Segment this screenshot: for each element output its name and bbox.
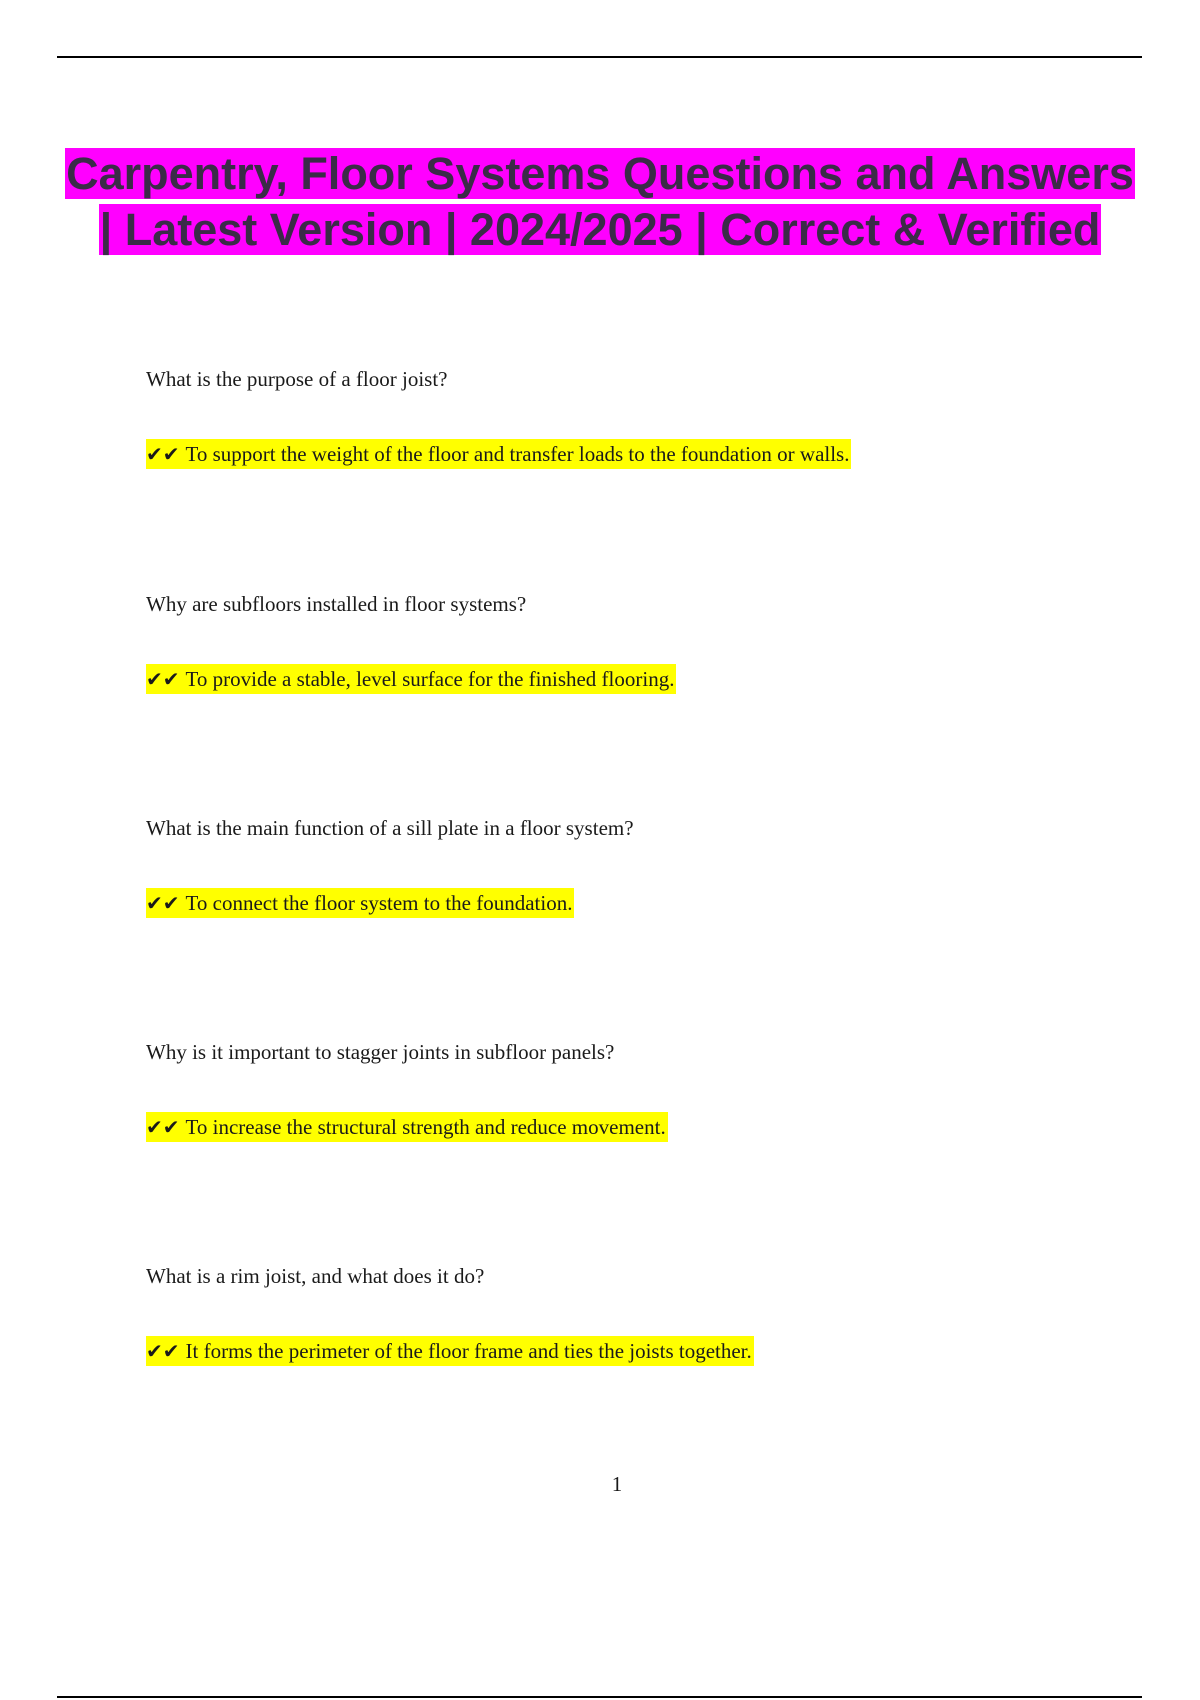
question-text: Why are subfloors installed in floor systems? xyxy=(146,592,527,616)
answer-highlight xyxy=(146,888,574,918)
answer-label: To provide a stable, level surface for the finished flooring. xyxy=(185,667,675,691)
qa-item xyxy=(146,366,1146,467)
answer-label: It forms the perimeter of the floor frame and ties the joists together. xyxy=(185,1339,752,1363)
answer-highlight xyxy=(146,1112,668,1142)
double-check-icon: ✔✔ xyxy=(146,442,180,466)
qa-item xyxy=(146,815,1146,916)
bottom-rule xyxy=(57,1696,1142,1698)
answer-text xyxy=(146,441,1146,467)
answer-highlight xyxy=(146,1336,754,1366)
double-check-icon: ✔✔ xyxy=(146,1339,180,1363)
answer-label: To connect the floor system to the foundation. xyxy=(185,891,573,915)
answer-label: To increase the structural strength and reduce movement. xyxy=(185,1115,666,1139)
double-check-icon: ✔✔ xyxy=(146,891,180,915)
answer-highlight xyxy=(146,439,851,469)
question-text: What is the main function of a sill plate in a floor system? xyxy=(146,816,634,840)
answer-text xyxy=(146,890,1146,916)
answer-label: To support the weight of the floor and transfer loads to the foundation or walls. xyxy=(185,442,850,466)
qa-item xyxy=(146,591,1146,692)
title-highlight: Carpentry, Floor Systems Questions and Answers | Latest Version | 2024/2025 | Correct & Verified xyxy=(66,148,1134,255)
question-text: What is the purpose of a floor joist? xyxy=(146,367,448,391)
double-check-icon: ✔✔ xyxy=(146,667,180,691)
qa-item xyxy=(146,1039,1146,1140)
question-text: What is a rim joist, and what does it do? xyxy=(146,1264,485,1288)
page-number: 1 xyxy=(611,1472,623,1496)
answer-text xyxy=(146,666,1146,692)
answer-text xyxy=(146,1114,1146,1140)
qa-item xyxy=(146,1263,1146,1364)
answer-text xyxy=(146,1338,1146,1364)
answer-highlight xyxy=(146,664,676,694)
top-rule xyxy=(57,56,1142,58)
question-text: Why is it important to stagger joints in subfloor panels? xyxy=(146,1040,615,1064)
double-check-icon: ✔✔ xyxy=(146,1115,180,1139)
document-title xyxy=(60,146,1140,258)
